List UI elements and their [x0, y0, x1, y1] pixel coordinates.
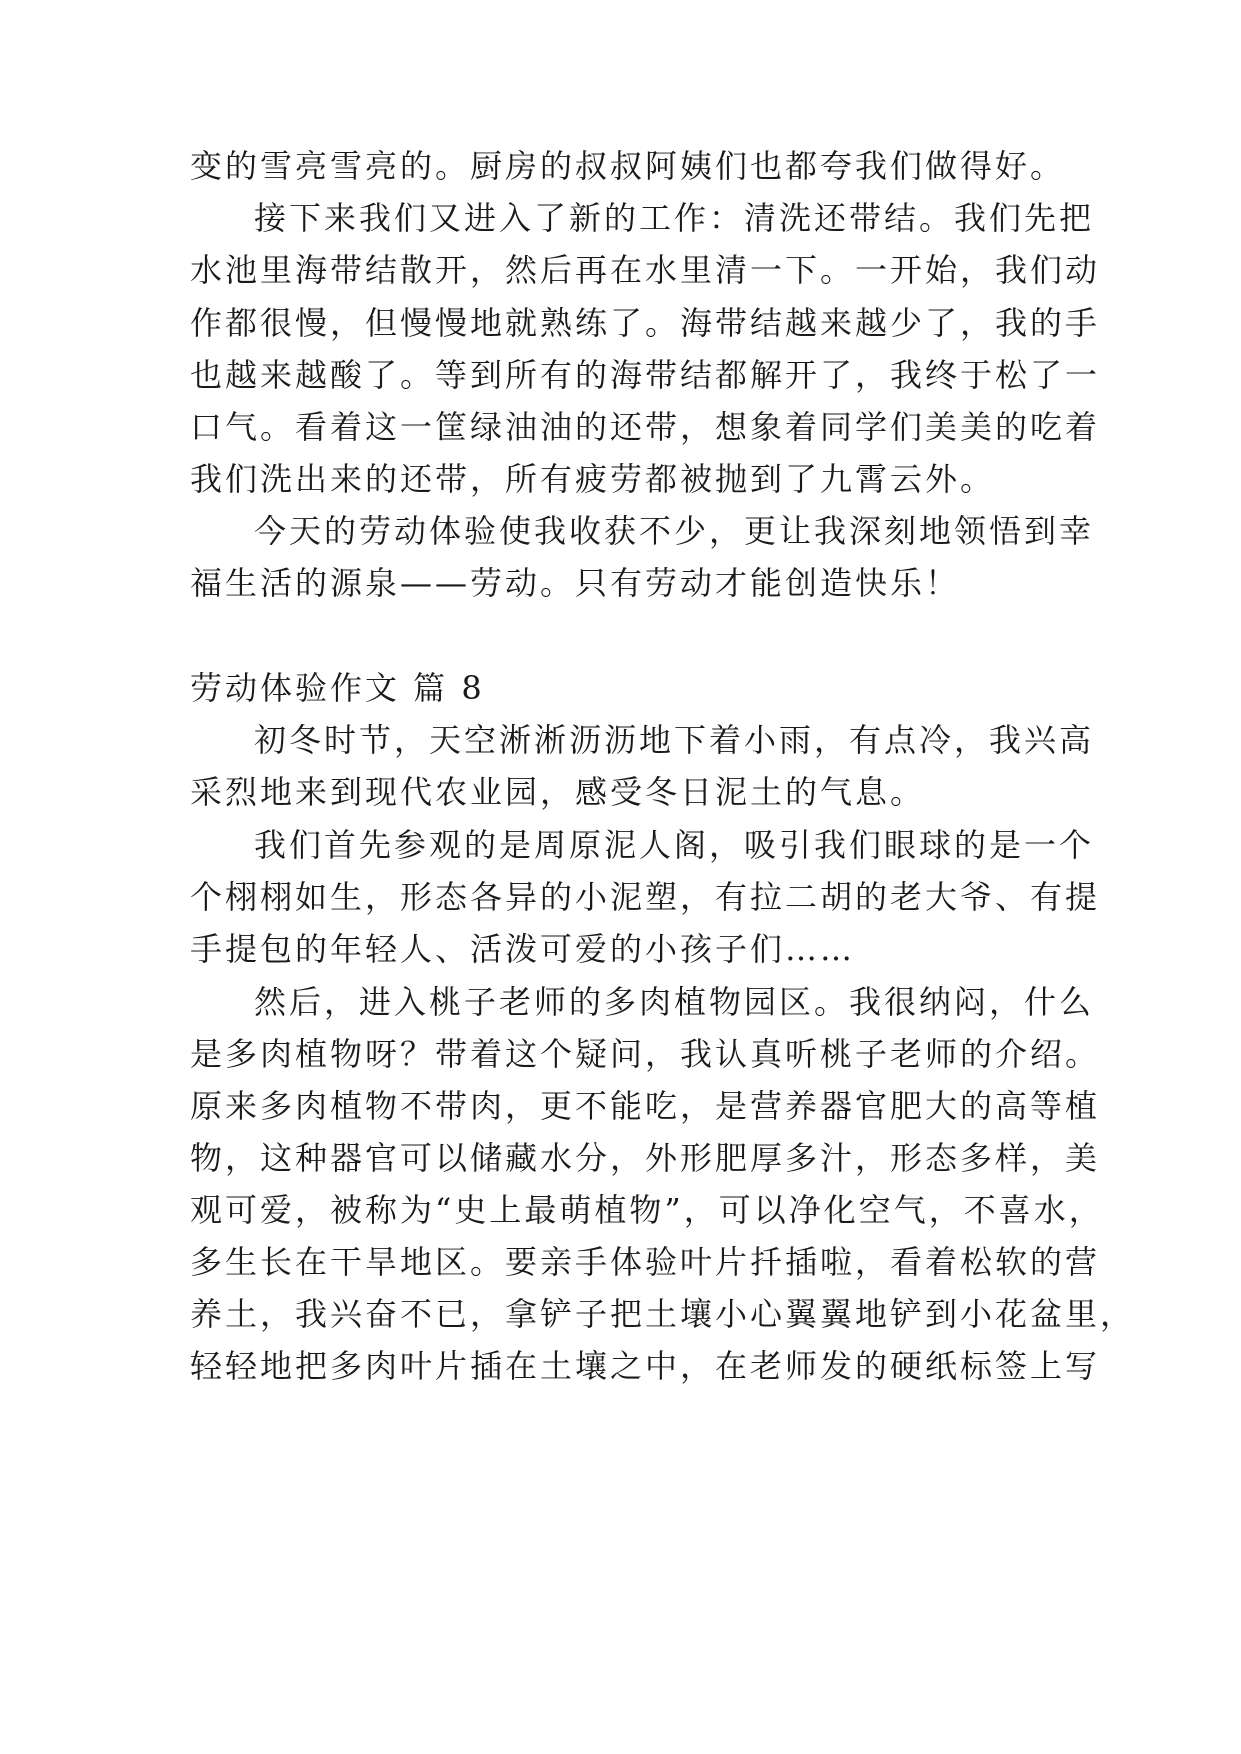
paragraph-first-line: 初冬时节，天空淅淅沥沥地下着小雨，有点冷，我兴高: [254, 721, 1095, 759]
paragraph-first-line: 接下来我们又进入了新的工作：清洗还带结。我们先把: [254, 199, 1095, 237]
text-line: 口气。看着这一筐绿油油的还带，想象着同学们美美的吃着: [190, 408, 1101, 446]
text-line: 福生活的源泉——劳动。只有劳动才能创造快乐！: [190, 564, 961, 602]
text-line: 水池里海带结散开，然后再在水里清一下。一开始，我们动: [190, 251, 1101, 289]
text-line: 是多肉植物呀？带着这个疑问，我认真听桃子老师的介绍。: [190, 1035, 1101, 1073]
text-line: 多生长在干旱地区。要亲手体验叶片扦插啦，看着松软的营: [190, 1243, 1101, 1281]
text-line: 物，这种器官可以储藏水分，外形肥厚多汁，形态多样，美: [190, 1139, 1101, 1177]
text-line: 养土，我兴奋不已，拿铲子把土壤小心翼翼地铲到小花盆里，: [190, 1295, 1136, 1333]
paragraph-first-line: 我们首先参观的是周原泥人阁，吸引我们眼球的是一个: [254, 826, 1095, 864]
text-line: 也越来越酸了。等到所有的海带结都解开了，我终于松了一: [190, 356, 1101, 394]
text-line: 轻轻地把多肉叶片插在土壤之中，在老师发的硬纸标签上写: [190, 1347, 1101, 1385]
section-heading: 劳动体验作文 篇 8: [190, 669, 485, 707]
text-line: 我们洗出来的还带，所有疲劳都被抛到了九霄云外。: [190, 460, 996, 498]
text-line: 个栩栩如生，形态各异的小泥塑，有拉二胡的老大爷、有提: [190, 878, 1101, 916]
paragraph-first-line: 今天的劳动体验使我收获不少，更让我深刻地领悟到幸: [254, 512, 1095, 550]
text-line: 原来多肉植物不带肉，更不能吃，是营养器官肥大的高等植: [190, 1087, 1101, 1125]
text-line: 观可爱，被称为“史上最萌植物”，可以净化空气，不喜水，: [190, 1191, 1104, 1229]
text-line: 作都很慢，但慢慢地就熟练了。海带结越来越少了，我的手: [190, 304, 1101, 342]
text-line: 手提包的年轻人、活泼可爱的小孩子们……: [190, 930, 856, 968]
paragraph-first-line: 然后，进入桃子老师的多肉植物园区。我很纳闷，什么: [254, 983, 1095, 1021]
text-line: 采烈地来到现代农业园，感受冬日泥土的气息。: [190, 773, 926, 811]
text-line: 变的雪亮雪亮的。厨房的叔叔阿姨们也都夸我们做得好。: [190, 147, 1066, 185]
